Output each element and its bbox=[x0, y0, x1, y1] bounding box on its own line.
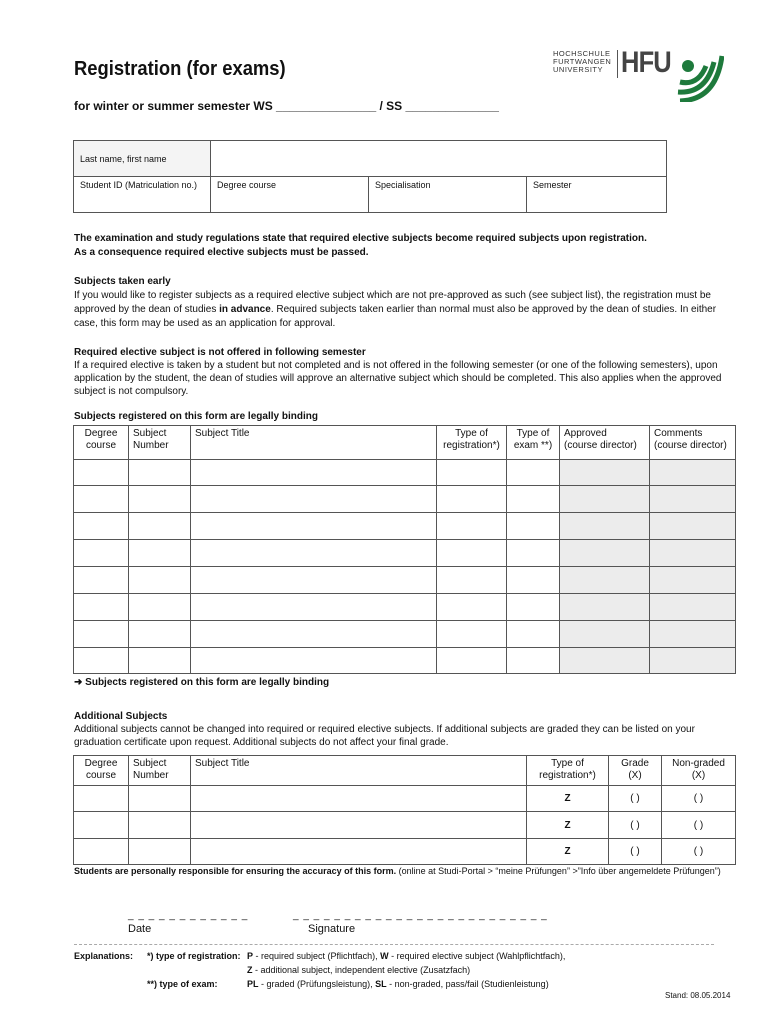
table-row bbox=[74, 460, 736, 486]
table-row bbox=[74, 540, 736, 567]
stand-date: Stand: 08.05.2014 bbox=[665, 991, 731, 1000]
not-offered-heading: Required elective subject is not offered in following semester bbox=[74, 347, 366, 358]
col-subject-title: Subject Title bbox=[191, 756, 527, 786]
col-approved: Approved (course director) bbox=[560, 426, 650, 460]
taken-early-heading: Subjects taken early bbox=[74, 276, 171, 287]
table-row bbox=[74, 648, 736, 674]
table-row: Z ( ) ( ) bbox=[74, 812, 736, 839]
logo-mark: HFU bbox=[621, 46, 671, 79]
registration-type-line1: P - required subject (Pflichtfach), W - required elective subject (Wahlpflichtfach), bbox=[247, 951, 566, 961]
additional-section bbox=[74, 710, 734, 749]
table-row bbox=[74, 513, 736, 540]
student-id-field[interactable] bbox=[74, 177, 211, 213]
table-row bbox=[74, 594, 736, 621]
arrow-right-icon: ➜ bbox=[74, 677, 83, 688]
personal-data-table bbox=[73, 140, 667, 213]
name-field[interactable] bbox=[211, 141, 667, 177]
table-row bbox=[74, 621, 736, 648]
registered-subjects-table bbox=[73, 425, 736, 674]
col-subject-number: Subject Number bbox=[129, 426, 191, 460]
date-label: Date bbox=[128, 923, 152, 935]
col-subject-number: Subject Number bbox=[129, 756, 191, 786]
registered-heading: Subjects registered on this form are legally binding bbox=[74, 411, 318, 422]
student-id-label: Student ID (Matriculation no.) bbox=[80, 180, 198, 190]
col-type-registration: Type of registration*) bbox=[437, 426, 507, 460]
intro-line2: As a consequence required elective subjects must be passed. bbox=[74, 247, 369, 258]
not-offered-section bbox=[74, 346, 734, 398]
not-offered-text: If a required elective is taken by a student but not completed and is not offered in the following semester (or one of the following semesters), upon application by the student, the dean of studies will approve an alternative subject which should be completed. This also applies when the approved subject is not compulsory. bbox=[74, 360, 722, 397]
exam-type-label: **) type of exam: bbox=[147, 979, 218, 989]
responsibility-note: Students are personally responsible for ensuring the accuracy of this form. (online at Studi-Portal > “meine Prüfungen” >”Info über angemeldete Prüfungen”) bbox=[74, 866, 721, 876]
semester-field[interactable] bbox=[527, 177, 667, 213]
additional-subjects-table bbox=[73, 755, 736, 865]
table-row bbox=[74, 486, 736, 513]
col-subject-title: Subject Title bbox=[191, 426, 437, 460]
col-type-exam: Type of exam **) bbox=[507, 426, 560, 460]
col-comments: Comments (course director) bbox=[650, 426, 736, 460]
intro-text bbox=[74, 232, 734, 260]
table-row: Z ( ) ( ) bbox=[74, 839, 736, 865]
signature-label: Signature bbox=[308, 923, 356, 935]
registration-type-label: *) type of registration: bbox=[147, 951, 241, 961]
col-grade: Grade (X) bbox=[609, 756, 662, 786]
taken-early-section bbox=[74, 275, 734, 331]
exam-type-line: PL - graded (Prüfungsleistung), SL - non-graded, pass/fail (Studienleistung) bbox=[247, 979, 549, 989]
page-title: Registration (for exams) bbox=[74, 58, 286, 80]
col-degree: Degree course bbox=[74, 426, 129, 460]
intro-line1: The examination and study regulations state that required elective subjects become required subjects upon registration. bbox=[74, 233, 647, 244]
date-line[interactable]: _ _ _ _ _ _ _ _ _ _ _ _ bbox=[128, 910, 249, 921]
col-degree: Degree course bbox=[74, 756, 129, 786]
explanations-label: Explanations: bbox=[74, 951, 134, 961]
semester-line: for winter or summer semester WS _______________ / SS ______________ bbox=[74, 99, 499, 113]
logo-divider bbox=[617, 50, 618, 78]
logo-text bbox=[553, 50, 611, 74]
additional-text: Additional subjects cannot be changed into required or required elective subjects. If additional subjects are graded they can be listed on your graduation certificate upon request. Additional subjects do not affect your final grade. bbox=[74, 724, 695, 748]
binding-note-text: Subjects registered on this form are legally binding bbox=[85, 677, 330, 688]
logo-arc-icon bbox=[676, 44, 724, 102]
binding-note bbox=[74, 677, 329, 688]
degree-label: Degree course bbox=[217, 180, 277, 190]
specialisation-field[interactable] bbox=[369, 177, 527, 213]
divider bbox=[74, 944, 714, 945]
table-row bbox=[74, 567, 736, 594]
specialisation-label: Specialisation bbox=[375, 180, 431, 190]
logo-line3: UNIVERSITY bbox=[553, 65, 604, 74]
degree-field[interactable] bbox=[211, 177, 369, 213]
signature-line[interactable]: _ _ _ _ _ _ _ _ _ _ _ _ _ _ _ _ _ _ _ _ _ _ _ _ _ bbox=[293, 910, 548, 921]
taken-early-text: If you would like to register subjects as a required elective subject which are not pre-approved as such (see subject list), the registration must be approved by the dean of studies in advance. Required subjects taken earlier than normal must also be approved by the dean of studies. In either case, this form may be used as an application for approval. bbox=[74, 290, 717, 329]
registration-type-line2: Z - additional subject, independent elective (Zusatzfach) bbox=[247, 965, 471, 975]
col-type-registration: Type of registration*) bbox=[527, 756, 609, 786]
semester-label: Semester bbox=[533, 180, 572, 190]
name-label: Last name, first name bbox=[74, 141, 211, 177]
col-nongraded: Non-graded (X) bbox=[662, 756, 736, 786]
logo-line1: HOCHSCHULE bbox=[553, 49, 611, 58]
additional-heading: Additional Subjects bbox=[74, 711, 168, 722]
logo-line2: FURTWANGEN bbox=[553, 57, 612, 66]
table-row: Z ( ) ( ) bbox=[74, 786, 736, 812]
